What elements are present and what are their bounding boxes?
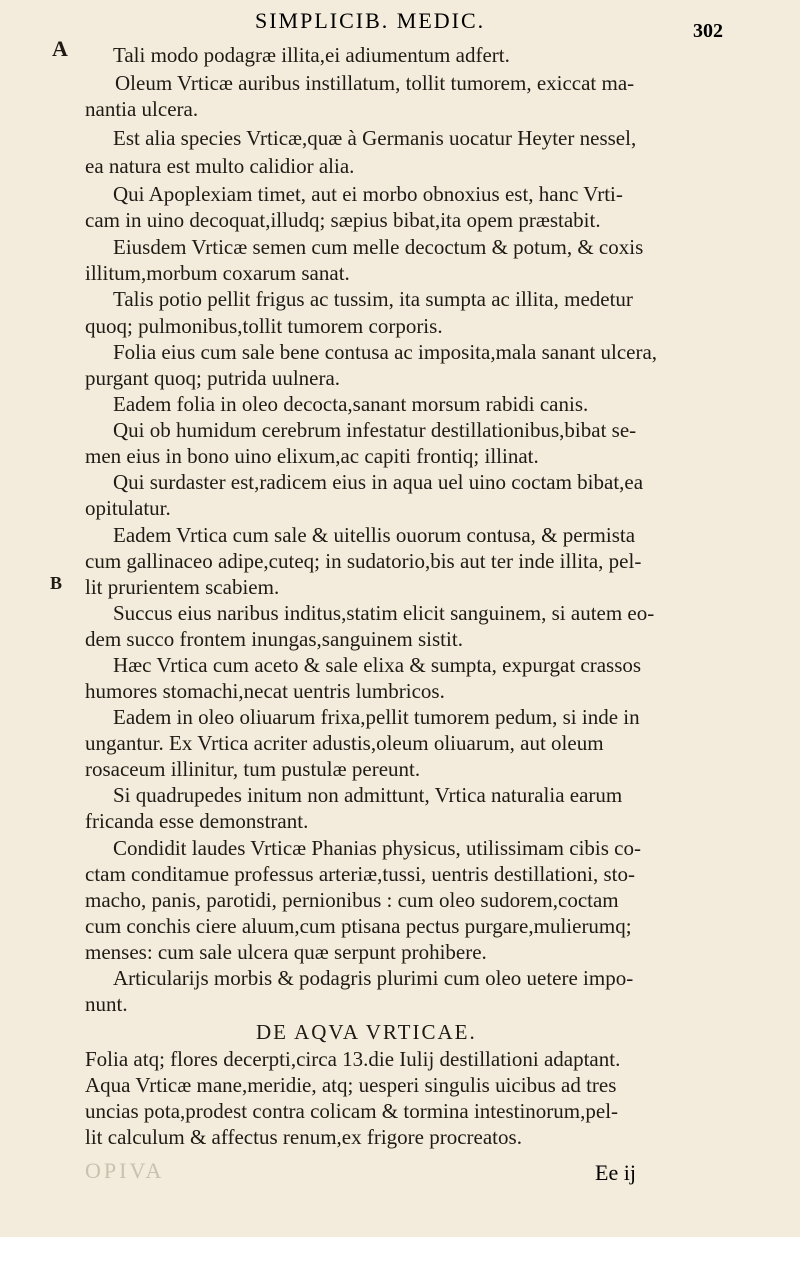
- text-line: dem succo frontem inungas,sanguinem sistit.: [85, 627, 463, 651]
- text-line: uncias pota,prodest contra colicam & tormina intestinorum,pel-: [85, 1099, 619, 1123]
- text-line: Talis potio pellit frigus ac tussim, ita sumpta ac illita, medetur: [113, 287, 633, 311]
- text-line: ctam conditamue professus arteriæ,tussi, uentris destillationi, sto-: [85, 862, 635, 886]
- text-line: humores stomachi,necat uentris lumbricos.: [85, 679, 445, 703]
- text-line: Succus eius naribus inditus,statim elicit sanguinem, si autem eo-: [113, 601, 655, 625]
- text-line: Eadem Vrtica cum sale & uitellis ouorum contusa, & permista: [113, 523, 636, 547]
- text-line: men eius in bono uino elixum,ac capiti frontiq; illinat.: [85, 444, 539, 468]
- text-line: rosaceum illinitur, tum pustulæ pereunt.: [85, 757, 421, 781]
- text-line: ungantur. Ex Vrtica acriter adustis,oleum oliuarum, aut oleum: [85, 731, 604, 755]
- text-line: lit calculum & affectus renum,ex frigore procreatos.: [85, 1125, 522, 1149]
- text-line: Oleum Vrticæ auribus instillatum, tollit tumorem, exiccat ma-: [115, 71, 635, 95]
- text-line: illitum,morbum coxarum sanat.: [85, 261, 350, 285]
- section-heading: DE AQVA VRTICAE.: [256, 1020, 477, 1044]
- text-line: Qui ob humidum cerebrum infestatur destillationibus,bibat se-: [113, 418, 637, 442]
- faded-print: OPIVA: [85, 1158, 165, 1183]
- text-line: lit prurientem scabiem.: [85, 575, 280, 599]
- margin-letter-a: A: [52, 36, 68, 61]
- text-line: Eiusdem Vrticæ semen cum melle decoctum & potum, & coxis: [113, 235, 644, 259]
- text-line: Eadem folia in oleo decocta,sanant morsum rabidi canis.: [113, 392, 589, 416]
- text-line: cum conchis ciere aluum,cum ptisana pectus purgare,mulierumq;: [85, 914, 632, 938]
- text-line: purgant quoq; putrida uulnera.: [85, 366, 341, 390]
- text-line: nantia ulcera.: [85, 97, 199, 121]
- text-line: fricanda esse demonstrant.: [85, 809, 309, 833]
- text-line: Folia eius cum sale bene contusa ac imposita,mala sanant ulcera,: [113, 340, 658, 364]
- text-line: Condidit laudes Vrticæ Phanias physicus, utilissimam cibis co-: [113, 836, 641, 860]
- text-line: Articularijs morbis & podagris plurimi cum oleo uetere impo-: [113, 966, 634, 990]
- text-line: Si quadrupedes initum non admittunt, Vrtica naturalia earum: [113, 783, 623, 807]
- text-line: Aqua Vrticæ mane,meridie, atq; uesperi singulis uicibus ad tres: [85, 1073, 617, 1097]
- text-line: Qui Apoplexiam timet, aut ei morbo obnoxius est, hanc Vrti-: [113, 182, 623, 206]
- text-line: cam in uino decoquat,illudq; sæpius bibat,ita opem præstabit.: [85, 208, 601, 232]
- text-line: Est alia species Vrticæ,quæ à Germanis uocatur Heyter nessel,: [113, 126, 637, 150]
- text-line: Tali modo podagræ illita,ei adiumentum adfert.: [113, 43, 510, 67]
- signature-mark: Ee ij: [595, 1160, 636, 1185]
- text-line: nunt.: [85, 992, 128, 1016]
- running-title: SIMPLICIB. MEDIC.: [255, 8, 486, 33]
- text-line: Hæc Vrtica cum aceto & sale elixa & sumpta, expurgat crassos: [113, 653, 642, 677]
- text-line: macho, panis, parotidi, pernionibus : cum oleo sudorem,coctam: [85, 888, 619, 912]
- text-line: Qui surdaster est,radicem eius in aqua uel uino coctam bibat,ea: [113, 470, 644, 494]
- text-line: cum gallinaceo adipe,cuteq; in sudatorio,bis aut ter inde illita, pel-: [85, 549, 642, 573]
- page-number: 302: [693, 20, 723, 42]
- text-line: ea natura est multo calidior alia.: [85, 154, 355, 178]
- text-line: Folia atq; flores decerpti,circa 13.die Iulij destillationi adaptant.: [85, 1047, 621, 1071]
- text-line: Eadem in oleo oliuarum frixa,pellit tumorem pedum, si inde in: [113, 705, 640, 729]
- text-line: menses: cum sale ulcera quæ serpunt prohibere.: [85, 940, 487, 964]
- text-line: quoq; pulmonibus,tollit tumorem corporis.: [85, 314, 443, 338]
- margin-letter-b: B: [50, 573, 63, 593]
- text-line: opitulatur.: [85, 496, 171, 520]
